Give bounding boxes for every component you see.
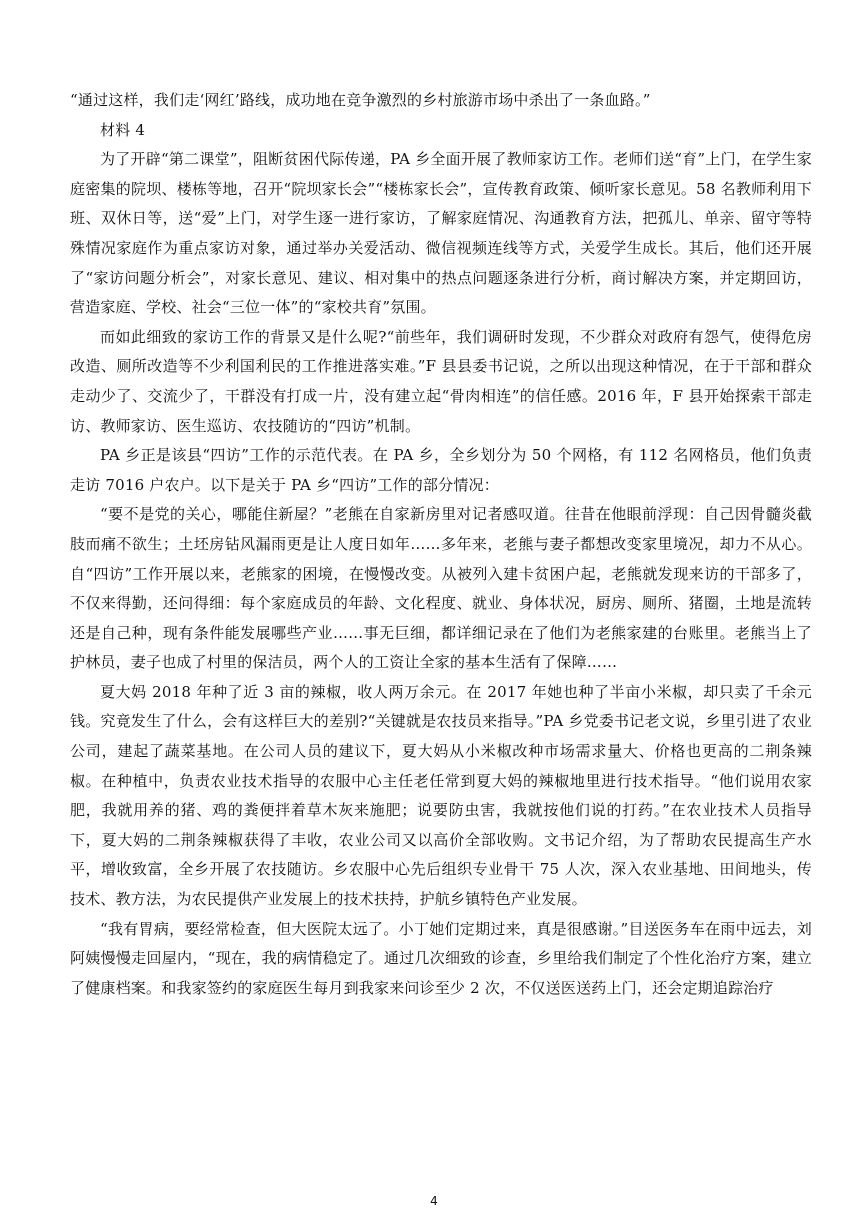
paragraph-aunt-xia-peppers: 夏大妈 2018 年种了近 3 亩的辣椒，收人两万余元。在 2017 年她也种了半亩小米椒，却只卖了千余元钱。究竟发生了什么，会有这样巨大的差别?“关键就是农技员来指导。”PA 乡党委书记老文说，乡里引进了农业公司，建起了蔬菜基地。在公司人员的建议下，夏大妈从小米椒改种市场需求量大、价格也更高的二荆条辣椒。在种植中，负责农业技术指导的农服中心主任老任常到夏大妈的辣椒地里进行技术指导。“他们说用农家肥，我就用养的猪、鸡的粪便拌着草木灰来施肥；说要防虫害，我就按他们说的打药。”在农业技术人员指导下，夏大妈的二荆条辣椒获得了丰收，农业公司又以高价全部收购。文书记介绍，为了帮助农民提高生产水平，增收致富，全乡开展了农技随访。乡农服中心先后组织专业骨干 75 人次，深入农业基地、田间地头，传技术、教方法，为农民提供产业发展上的技术扶持，护航乡镇特色产业发展。: [70, 682, 812, 909]
paragraph-four-visits-background: 而如此细致的家访工作的背景又是什么呢?“前些年，我们调研时发现，不少群众对政府有怨气，使得危房改造、厕所改造等不少利国利民的工作推进落实难。”F 县县委书记说，之所以出现这种情况，在于干部和群众走动少了、交流少了，干群没有打成一片，没有建立起“骨肉相连”的信任感。2016 年，F 县开始探索干部走访、教师家访、医生巡访、农技随访的“四访”机制。: [70, 327, 812, 435]
paragraph-quote-conclusion: “通过这样，我们走‘网红’路线，成功地在竞争激烈的乡村旅游市场中杀出了一条血路。”: [70, 91, 651, 109]
document-body: [70, 86, 812, 1003]
paragraph-lao-xiong-story: “要不是党的关心，哪能住新屋？”老熊在自家新房里对记者感叹道。往昔在他眼前浮现：自己因骨髓炎截肢而痛不欲生；土坯房钻风漏雨更是让人度日如年……多年来，老熊与妻子都想改变家里境况，却力不从心。自“四访”工作开展以来，老熊家的困境，在慢慢改变。从被列入建卡贫困户起，老熊就发现来访的干部多了，不仅来得勤，还问得细：每个家庭成员的年龄、文化程度、就业、身体状况，厨房、厕所、猪圈，土地是流转还是自己种，现有条件能发展哪些产业……事无巨细，都详细记录在了他们为老熊家建的台账里。老熊当上了护林员，妻子也成了村里的保洁员，两个人的工资让全家的基本生活有了保障……: [70, 505, 812, 672]
paragraph-aunt-liu-doctor: “我有胃病，要经常检查，但大医院太远了。小丁她们定期过来，真是很感谢。”目送医务车在雨中远去，刘阿姨慢慢走回屋内，“现在，我的病情稳定了。通过几次细致的诊查，乡里给我们制定了个性化治疗方案，建立了健康档案。和我家签约的家庭医生每月到我家来问诊至少 2 次，不仅送医送药上门，还会定期追踪治疗: [70, 919, 812, 997]
page-number: 4: [430, 1194, 438, 1208]
paragraph-pa-township-grid: PA 乡正是该县“四访”工作的示范代表。在 PA 乡，全乡划分为 50 个网格，有 112 名网格员，他们负责走访 7016 户农户。以下是关于 PA 乡“四访”工作的部分情况：: [70, 446, 812, 494]
section-heading-material-4: 材料 4: [100, 120, 146, 139]
paragraph-teacher-home-visits: 为了开辟“第二课堂”，阻断贫困代际传递，PA 乡全面开展了教师家访工作。老师们送“育”上门，在学生家庭密集的院坝、楼栋等地，召开“院坝家长会”“楼栋家长会”，宣传教育政策、倾听家长意见。58 名教师利用下班、双休日等，送“爱”上门，对学生逐一进行家访，了解家庭情况、沟通教育方法，把孤儿、单亲、留守等特殊情况家庭作为重点家访对象，通过举办关爱活动、微信视频连线等方式，关爱学生成长。其后，他们还开展了“家访问题分析会”，对家长意见、建议、相对集中的热点问题逐条进行分析，商讨解决方案，并定期回访，营造家庭、学校、社会“三位一体”的“家校共育”氛围。: [70, 150, 812, 317]
